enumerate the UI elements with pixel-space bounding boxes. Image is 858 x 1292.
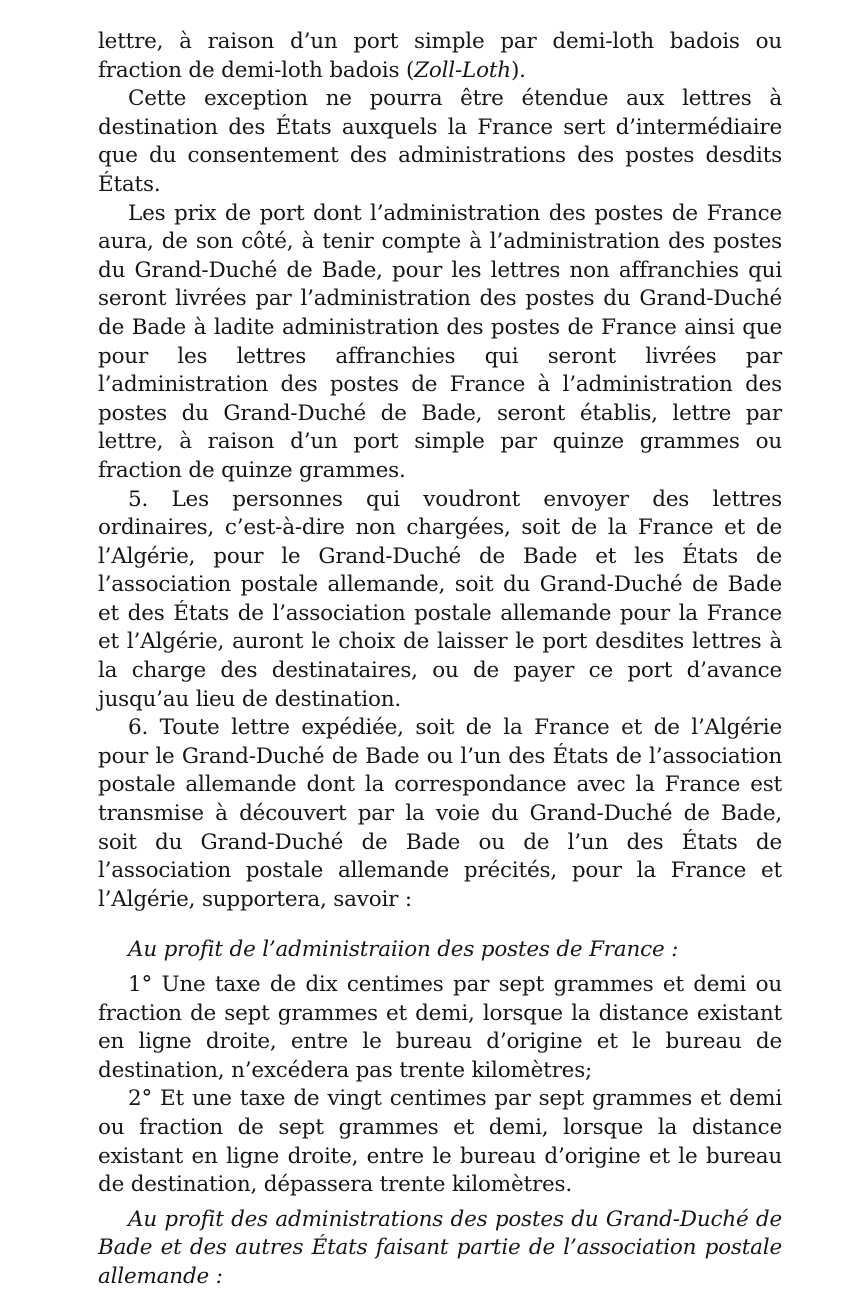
paragraph-article-6: 6. Toute lettre expédiée, soit de la France et de l’Algérie pour le Grand-Duché de Bade ou l’un des États de l’association postale allemande dont la correspondance avec la France est transmise à découvert par la voie du Grand-Duché de Bade, soit du Grand-Duché de Bade ou de l’un des États de l’association postale allemande précités, pour la France et l’Algérie, supportera, savoir : (98, 715, 782, 912)
paragraph-lettre-loth (98, 28, 782, 85)
spacer (98, 914, 782, 936)
paragraph-prix-de-port: Les prix de port dont l’administration des postes de France aura, de son côté, à tenir compte à l’administration des postes du Grand-Duché de Bade, pour les lettres non affranchies qui seront livrées par l’administration des postes du Grand-Duché de Bade à ladite administration des postes de France ainsi que pour les lettres affranchies qui seront livrées par l’administration des postes de France à l’administration des postes du Grand-Duché de Bade, seront établis, lettre par lettre, à raison d’un port simple par quinze grammes ou fraction de quinze grammes. (98, 200, 782, 483)
paragraph-taxe-vingt-centimes: 2° Et une taxe de vingt centimes par sept grammes et demi ou fraction de sept grammes et demi, lorsque la distance existant en ligne droite, entre le bureau d’origine et le bureau de destination, dépassera trente kilomètres. (98, 1086, 782, 1198)
emphasis-zoll-loth: Zoll-Loth (414, 57, 511, 83)
paragraph-taxe-dix-centimes: 1° Une taxe de dix centimes par sept grammes et demi ou fraction de sept grammes et demi, lorsque la distance existant en ligne droite, entre le bureau d’origine et le bureau de destination, n’excédera pas trente kilomètres; (98, 972, 782, 1083)
paragraph-article-5: 5. Les personnes qui voudront envoyer des lettres ordinaires, c’est-à-dire non chargées, soit de la France et de l’Algérie, pour le Grand-Duché de Bade et les États de l’association postale allemande, soit du Grand-Duché de Bade et des États de l’association postale allemande pour la France et l’Algérie, auront le choix de laisser le port desdites lettres à la charge des destinataires, ou de payer ce port d’avance jusqu’au lieu de destination. (98, 486, 782, 712)
paragraph-text: lettre, à raison d’un port simple par demi-loth badois ou fraction de demi-loth badois ( (98, 29, 782, 83)
document-page (98, 28, 782, 1292)
heading-profit-bade: Au profit des administrations des postes du Grand-Duché de Bade et des autres États faisant partie de l’association postale allemande : (98, 1206, 782, 1289)
heading-profit-france: Au profit de l’administraiion des postes de France : (128, 937, 679, 963)
paragraph-text-end: ). (510, 57, 526, 83)
paragraph-exception: Cette exception ne pourra être étendue aux lettres à destination des États auxquels la France sert d’intermédiaire que du consentement des administrations des postes desdits États. (98, 86, 782, 197)
